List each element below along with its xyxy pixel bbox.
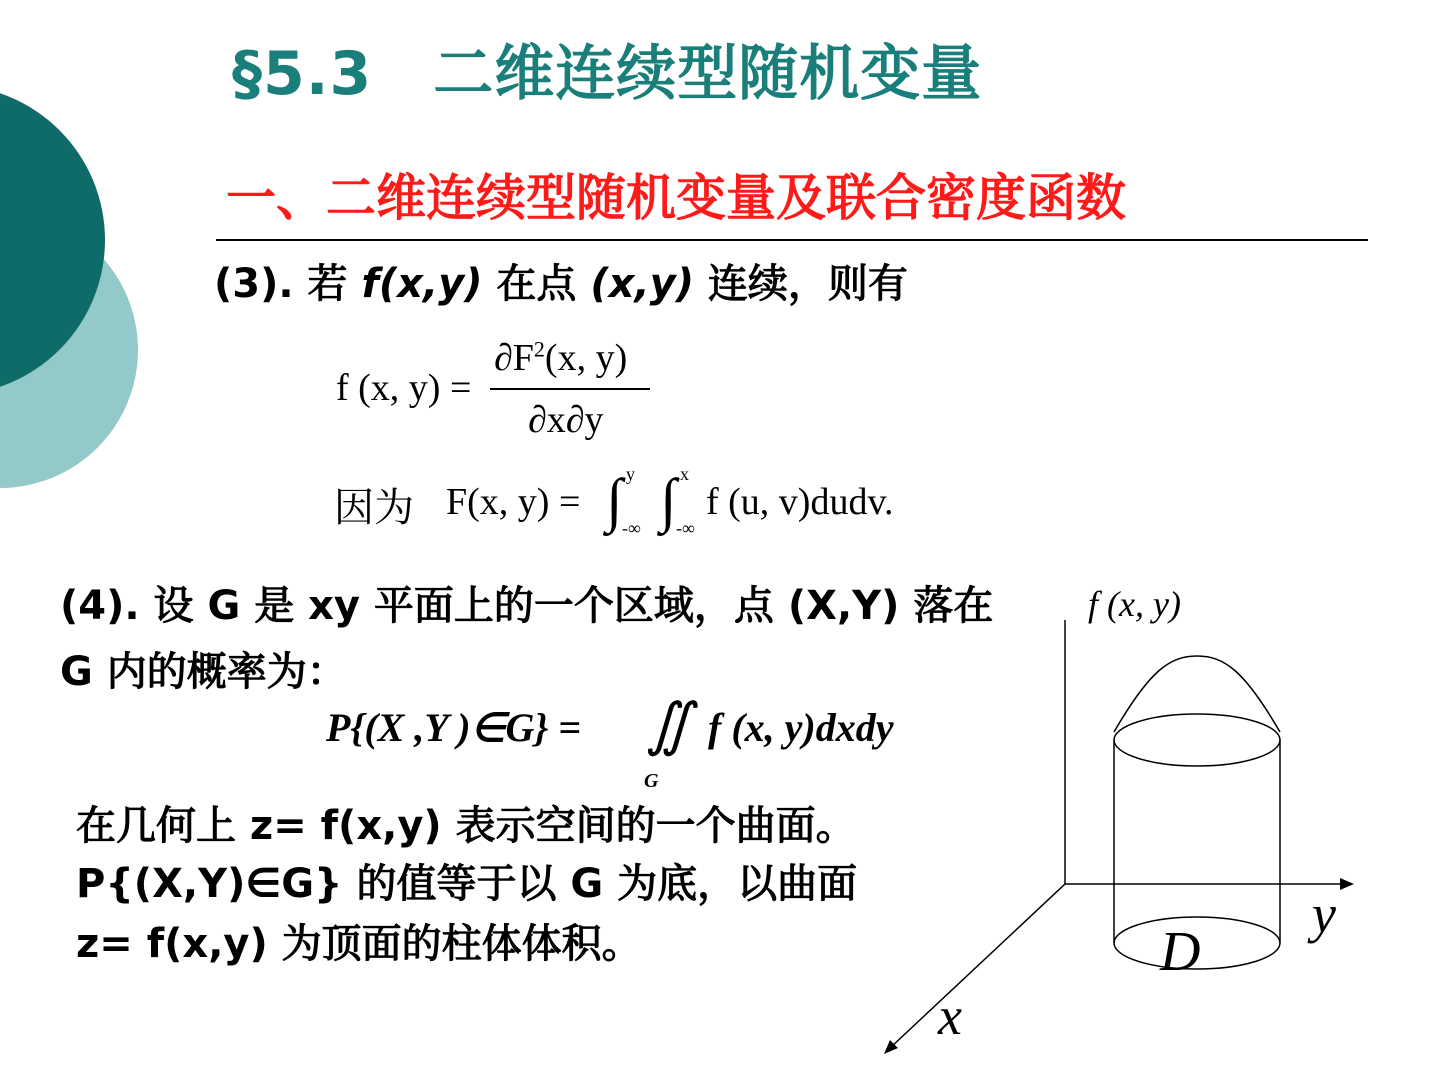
because-label: 因为 <box>334 485 414 531</box>
item-4-line-2: G 内的概率为： <box>60 649 347 695</box>
region-label: D <box>1160 921 1201 983</box>
integral-sign-2: ∫ <box>660 467 677 533</box>
formula-3-integrand: f (x, y)dxdy <box>708 705 894 750</box>
cylinder-top <box>1114 714 1280 766</box>
formula-1-lhs: f (x, y) = <box>336 367 472 409</box>
formula-3-lhs: P{(X ,Y )∈G} = <box>326 705 582 750</box>
formula-1-fraction-bar <box>490 388 650 390</box>
formula-1-numerator: $\partial F^2(x$, y) <box>494 336 628 379</box>
slide-title: §5.3 二维连续型随机变量 <box>232 39 983 109</box>
item-4-line-1: (4). 设 G 是 xy 平面上的一个区域，点 (X,Y) 落在 <box>60 583 994 629</box>
x-axis <box>890 884 1065 1048</box>
decorative-circles <box>0 0 160 600</box>
cylinder-volume-figure <box>870 560 1336 1060</box>
x-axis-label: x <box>938 986 962 1046</box>
z-axis-label: f (x, y) <box>1088 584 1181 624</box>
section-heading: 一、二维连续型随机变量及联合密度函数 <box>226 169 1126 227</box>
integral-1-upper: y <box>626 464 635 484</box>
formula-3-subscript: G <box>644 770 659 792</box>
item-3-text: (3). 若 f(x,y) 在点 (x,y) 连续，则有 <box>214 261 908 307</box>
formula-2-integrand: f (u, v)dudv. <box>706 481 894 523</box>
integral-sign-1: ∫ <box>606 467 623 533</box>
geometry-line-3: z= f(x,y) 为顶面的柱体体积。 <box>76 921 642 967</box>
integral-2-upper: x <box>680 464 689 484</box>
y-axis-label: y <box>1312 884 1336 944</box>
heading-divider <box>216 239 1368 241</box>
geometry-line-2: P{(X,Y)∈G} 的值等于以 G 为底，以曲面 <box>76 861 858 907</box>
double-integral-sign: ∬ <box>646 692 692 757</box>
integral-2-lower: -∞ <box>676 518 695 538</box>
geometry-line-1: 在几何上 z= f(x,y) 表示空间的一个曲面。 <box>76 803 856 849</box>
integral-1-lower: -∞ <box>622 518 641 538</box>
y-axis-arrow <box>1340 878 1354 890</box>
formula-2-lhs: F(x, y) = <box>446 481 581 523</box>
surface-cap <box>1114 656 1280 732</box>
formula-1-denominator: ∂x∂y <box>528 399 604 441</box>
